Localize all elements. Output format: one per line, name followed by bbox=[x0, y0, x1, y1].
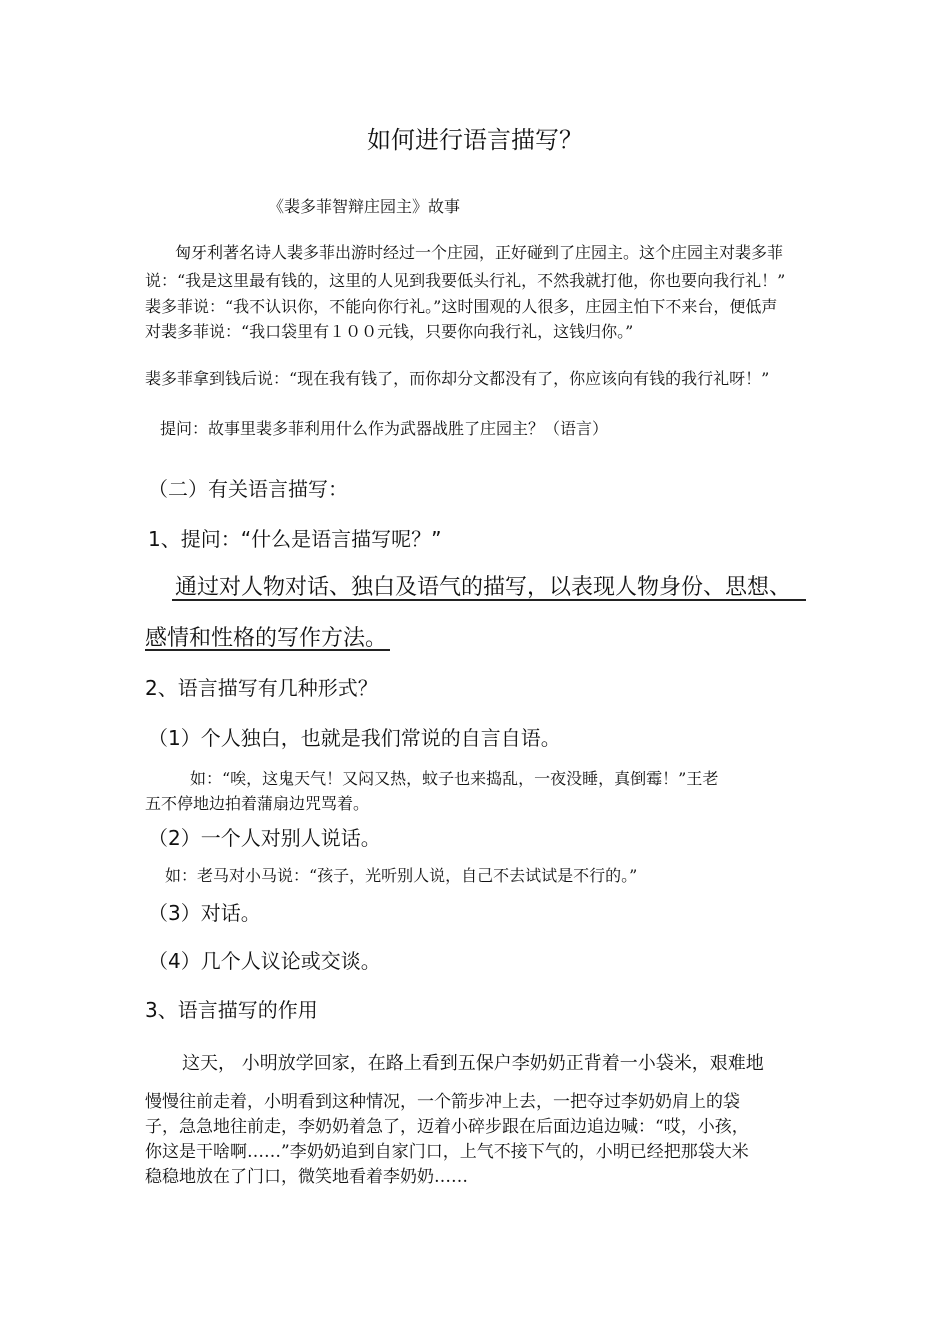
definition-underline-1 bbox=[172, 599, 806, 601]
passage-line-3: 子，急急地往前走，李奶奶着急了，迈着小碎步跟在后面边追边喊：“哎，小孩， bbox=[145, 1117, 749, 1137]
form-1-example-line-1: 如：“唉，这鬼天气！又闷又热，蚊子也来捣乱，一夜没睡，真倒霉！”王老 bbox=[190, 769, 719, 788]
definition-line-2: 感情和性格的写作方法。 bbox=[145, 626, 388, 651]
passage-line-1: 这天， 小明放学回家，在路上看到五保户李奶奶正背着一小袋米，艰难地 bbox=[182, 1053, 764, 1074]
form-1: （1）个人独白，也就是我们常说的自言自语。 bbox=[148, 726, 561, 750]
story-p1-line-1: 匈牙利著名诗人裴多菲出游时经过一个庄园，正好碰到了庄园主。这个庄园主对裴多菲 bbox=[175, 243, 784, 262]
form-1-example-line-2: 五不停地边拍着蒲扇边咒骂着。 bbox=[145, 794, 370, 813]
form-4: （4）几个人议论或交谈。 bbox=[148, 949, 381, 973]
question-2: 2、语言描写有几种形式？ bbox=[145, 676, 378, 700]
definition-line-1: 通过对人物对话、独白及语气的描写，以表现人物身份、思想、 bbox=[175, 575, 792, 600]
story-heading: 《裴多菲智辩庄园主》故事 bbox=[268, 197, 461, 216]
passage-line-2: 慢慢往前走着，小明看到这种情况，一个箭步冲上去，一把夺过李奶奶肩上的袋 bbox=[145, 1092, 740, 1112]
page-title: 如何进行语言描写？ bbox=[367, 126, 583, 154]
question-3: 3、语言描写的作用 bbox=[145, 998, 318, 1022]
story-p1-line-4: 对裴多菲说：“我口袋里有１００元钱，只要你向我行礼，这钱归你。” bbox=[145, 322, 634, 341]
story-p1-line-2: 说：“我是这里最有钱的，这里的人见到我要低头行礼，不然我就打他，你也要向我行礼！” bbox=[145, 271, 786, 290]
form-2: （2）一个人对别人说话。 bbox=[148, 826, 381, 850]
section-heading: （二）有关语言描写： bbox=[148, 477, 348, 501]
definition-underline-2 bbox=[145, 649, 390, 651]
story-p1-line-3: 裴多菲说：“我不认识你，不能向你行礼。”这时围观的人很多，庄园主怕下不来台，便低声 bbox=[145, 297, 778, 316]
form-3: （3）对话。 bbox=[148, 901, 261, 925]
story-question: 提问：故事里裴多菲利用什么作为武器战胜了庄园主？（语言） bbox=[160, 419, 609, 438]
question-1: 1、提问：“什么是语言描写呢？” bbox=[148, 527, 442, 551]
passage-line-5: 稳稳地放在了门口，微笑地看着李奶奶…… bbox=[145, 1167, 468, 1187]
form-2-example: 如：老马对小马说：“孩子，光听别人说，自己不去试试是不行的。” bbox=[165, 866, 638, 885]
story-p2: 裴多菲拿到钱后说：“现在我有钱了，而你却分文都没有了，你应该向有钱的我行礼呀！” bbox=[145, 369, 770, 388]
passage-line-4: 你这是干啥啊……”李奶奶追到自家门口，上气不接下气的，小明已经把那袋大米 bbox=[145, 1142, 749, 1162]
